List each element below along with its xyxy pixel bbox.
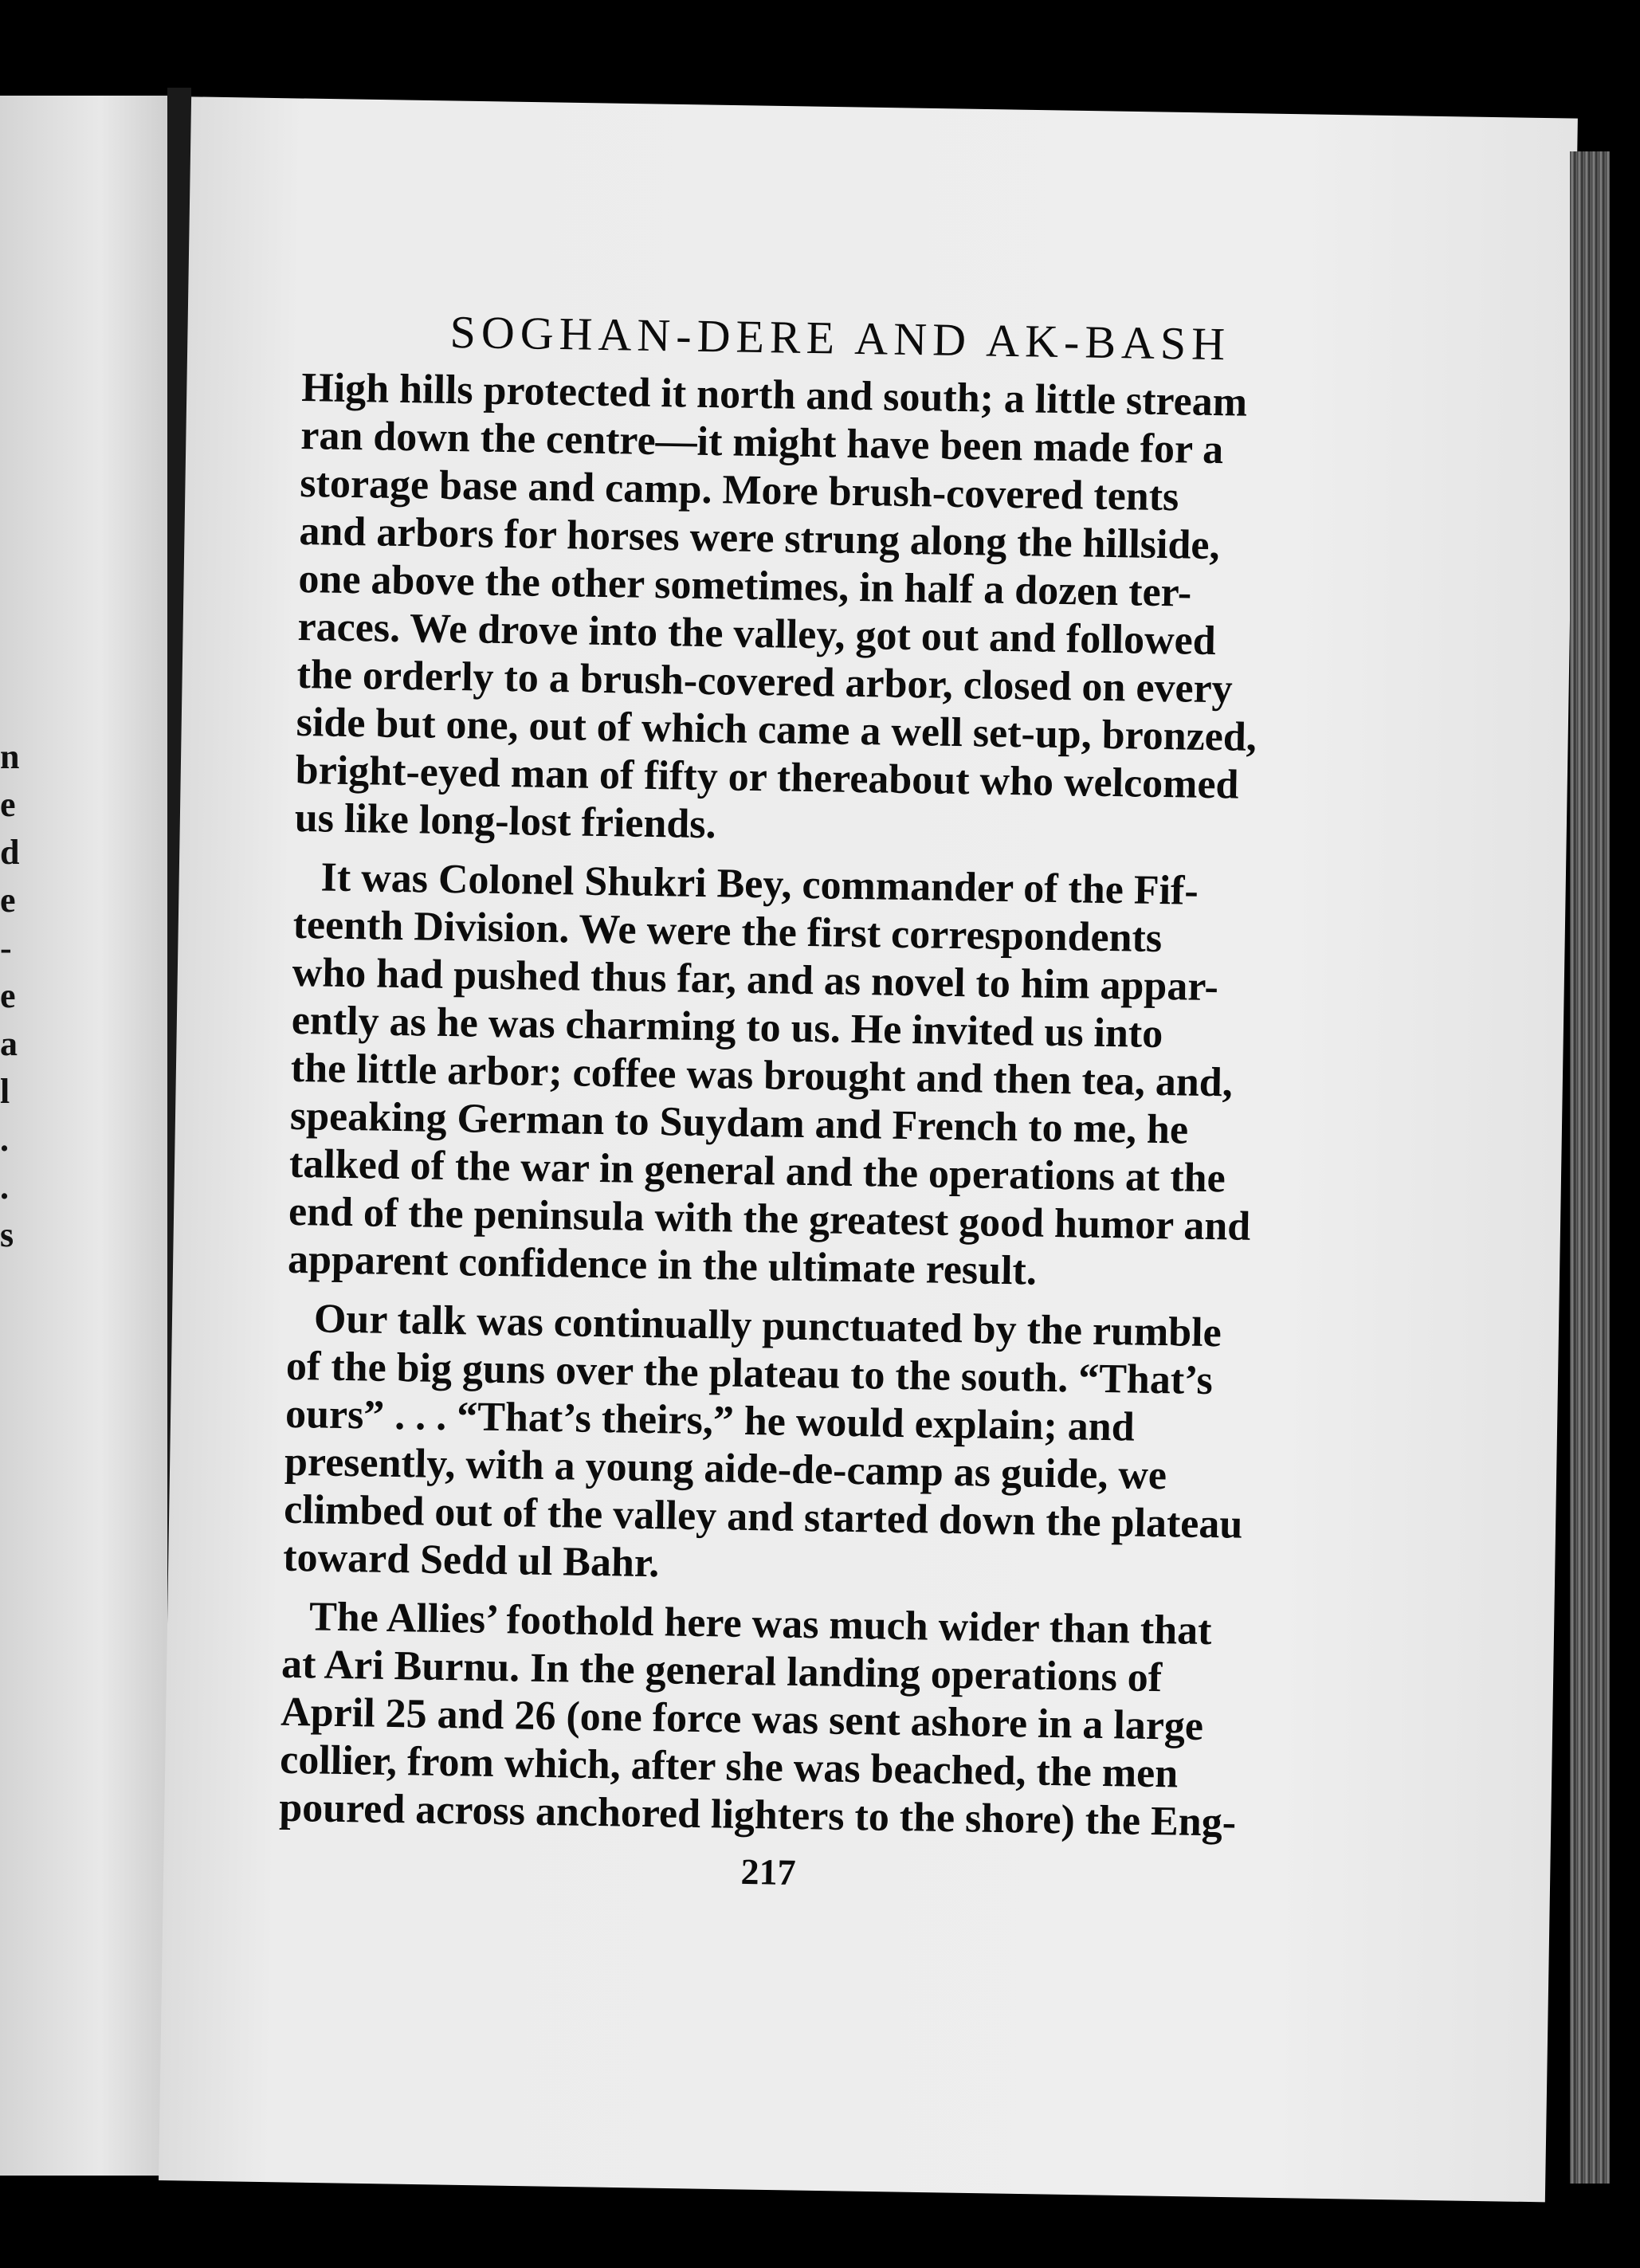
text-line: speaking German to Suydam and French to me, he [289, 1093, 1189, 1153]
edge-letter: a [0, 1024, 18, 1063]
paragraph [288, 853, 1274, 1299]
text-line: apparent confidence in the ultimate result. [287, 1236, 1038, 1294]
text-line: It was Colonel Shukri Bey, commander of the Fif- [320, 854, 1199, 914]
text-line: races. We drove into the valley, got out and followed [297, 603, 1217, 665]
text-line: Our talk was continually punctuated by the rumble [313, 1296, 1222, 1356]
text-line: at Ari Burnu. In the general landing operations of [281, 1641, 1163, 1701]
page-text [278, 303, 1283, 1901]
text-line: ours” . . . “That’s theirs,” he would explain; and [284, 1391, 1136, 1450]
text-line: and arbors for horses were strung along the hillside, [299, 508, 1220, 569]
text-line: bright-eyed man of fifty or thereabout who welcomed [295, 747, 1239, 808]
text-line: April 25 and 26 (one force was sent ashore in a large [280, 1689, 1204, 1749]
text-line: teenth Division. We were the first correspondents [292, 901, 1163, 962]
text-line: the little arbor; coffee was brought and then tea, and, [290, 1045, 1234, 1106]
paragraph [294, 364, 1281, 857]
text-line: who had pushed thus far, and as novel to him appar- [292, 949, 1219, 1010]
text-line: ran down the centre—it might have been made for a [300, 412, 1224, 473]
left-page-edge-letters [0, 733, 32, 1259]
edge-letter: e [0, 881, 16, 920]
text-line: talked of the war in general and the operations at the [288, 1140, 1226, 1202]
paragraph [283, 1295, 1268, 1597]
edge-letter: e [0, 976, 16, 1015]
text-line: the orderly to a brush-covered arbor, closed on every [296, 651, 1234, 712]
text-line: of the big guns over the plateau to the south. “That’s [285, 1343, 1214, 1404]
edge-letter: s [0, 1215, 14, 1254]
edge-letter: e [0, 785, 16, 824]
text-line: us like long-lost friends. [294, 795, 716, 848]
page-stack-edge [1570, 151, 1610, 2184]
edge-letter: . [0, 1167, 9, 1207]
text-line: end of the peninsula with the greatest good humor and [288, 1188, 1251, 1250]
running-head: SOGHAN-DERE AND AK-BASH [449, 305, 1231, 371]
text-line: presently, with a young aide-de-camp as guide, we [284, 1438, 1167, 1499]
text-line: collier, from which, after she was beached, the men [279, 1736, 1179, 1797]
text-line: poured across anchored lighters to the shore) the Eng- [278, 1784, 1237, 1846]
text-line: toward Sedd ul Bahr. [282, 1534, 660, 1587]
page-number: 217 [740, 1850, 797, 1893]
edge-letter: l [0, 1072, 10, 1111]
left-page [0, 96, 167, 2176]
text-line: one above the other sometimes, in half a dozen ter- [298, 555, 1192, 616]
edge-letter: d [0, 833, 20, 872]
edge-letter: . [0, 1120, 9, 1159]
text-line: ently as he was charming to us. He invited us into [291, 997, 1163, 1057]
paragraph [279, 1593, 1263, 1847]
text-line: The Allies’ foothold here was much wider than that [308, 1594, 1212, 1654]
text-line: High hills protected it north and south; a little stream [300, 364, 1248, 426]
text-line: side but one, out of which came a well set-up, bronzed, [296, 699, 1257, 760]
edge-letter: - [0, 928, 12, 967]
text-line: climbed out of the valley and started down the plateau [283, 1486, 1243, 1548]
text-line: storage base and camp. More brush-covered tents [299, 460, 1179, 520]
edge-letter: n [0, 737, 20, 776]
